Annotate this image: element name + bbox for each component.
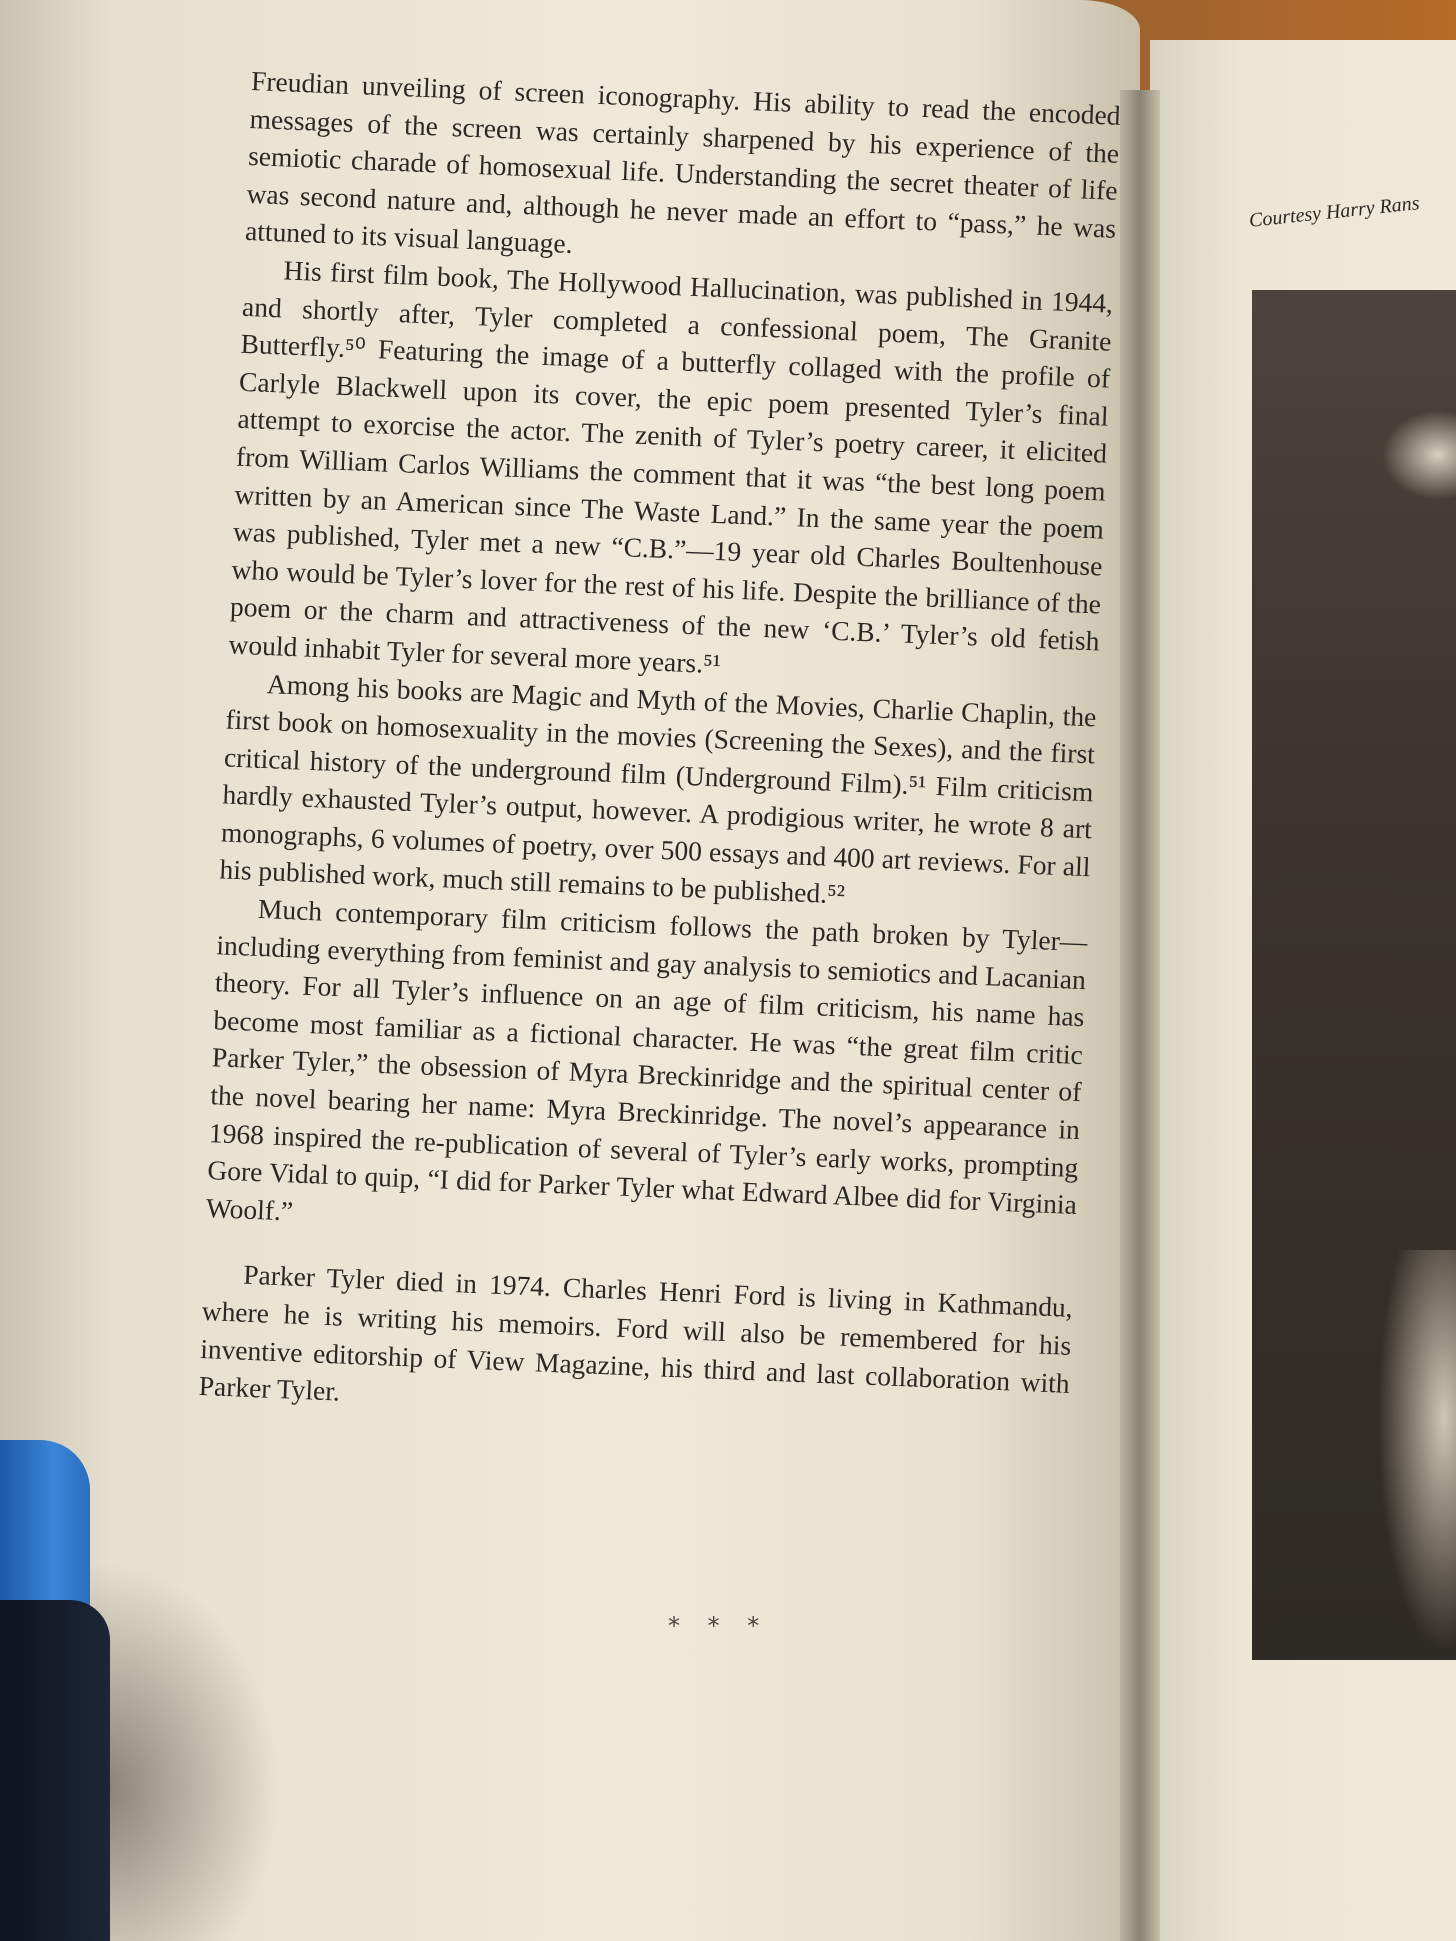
dark-object	[0, 1600, 110, 1941]
paragraph: His first film book, The Hollywood Hallucination, was published in 1944, and shortly after, Tyler completed a confessional poem, The Granite Butterfly.⁵⁰ Featuring the image of a butterfly collaged with the profile of Carlyle Blackwell upon its cover, the epic poem presented Tyler’s final attempt to exorcise the actor. The zenith of Tyler’s poetry career, it elicited from William Carlos Williams the comment that it was “the best long poem written by an American since The Waste Land.” In the same year the poem was published, Tyler met a new “C.B.”—19 year old Charles Boultenhouse who would be Tyler’s lover for the rest of his life. Despite the brilliance of the poem or the charm and attractiveness of the new ‘C.B.’ Tyler’s old fetish would inhabit Tyler for several more years.⁵¹	[228, 254, 1114, 680]
paragraph: Freudian unveiling of screen iconography. His ability to read the encoded messages of the screen was certainly sharpened by his experience of the semiotic charade of homosexual life. Understanding the secret theater of life was second nature and, although he never made an effort to “pass,” he was attuned to its visual language.	[244, 64, 1122, 260]
photo-highlight	[1382, 410, 1456, 500]
photo-highlight	[1372, 1250, 1456, 1670]
section-separator: * * *	[668, 1612, 770, 1640]
book-gutter	[1120, 90, 1160, 1941]
photo-caption: Courtesy Harry Rans	[1248, 192, 1421, 232]
body-text	[198, 62, 1121, 1440]
paragraph: Parker Tyler died in 1974. Charles Henri Ford is living in Kathmandu, where he is writing his memoirs. Ford will also be remembered for his inventive editorship of View Magazine, his third and last collaboration with Parker Tyler.	[198, 1259, 1074, 1407]
paragraph: Much contemporary film criticism follows the path broken by Tyler—including everything from feminist and gay analysis to semiotics and Lacanian theory. For all Tyler’s influence on an age of film criticism, his name has become most familiar as a fictional character. He was “the great film critic Parker Tyler,” the obsession of Myra Breckinridge and the spiritual center of the novel bearing her name: Myra Breckinridge. The novel’s appearance in 1968 inspired the re-publication of several of Tyler’s early works, prompting Gore Vidal to quip, “I did for Parker Tyler what Edward Albee did for Virginia Woolf.”	[205, 892, 1088, 1227]
photograph	[1252, 290, 1456, 1660]
paragraph: Among his books are Magic and Myth of the Movies, Charlie Chaplin, the first book on homosexuality in the movies (Screening the Sexes), and the first critical history of the underground film (Underground Film).⁵¹ Film criticism hardly exhausted Tyler’s output, however. A prodigious writer, he wrote 8 art monographs, 6 volumes of poetry, over 500 essays and 400 art reviews. For all his published work, much still remains to be published.⁵²	[218, 667, 1098, 910]
